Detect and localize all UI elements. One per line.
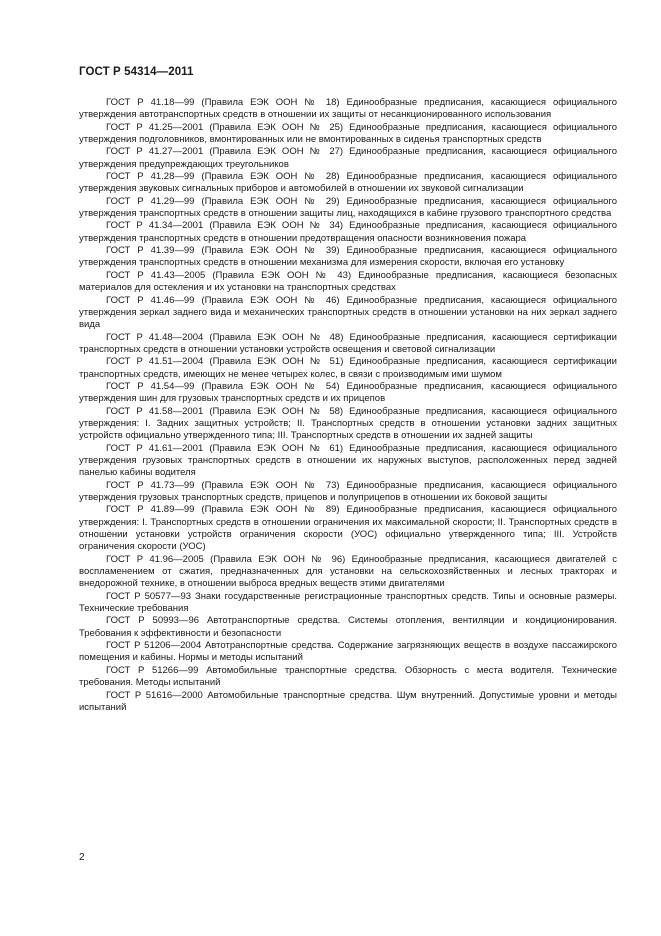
reference-item: ГОСТ Р 50577—93 Знаки государственные регистрационные транспортных средств. Типы и основные размеры. Технические требования <box>79 590 617 615</box>
page-number: 2 <box>79 852 85 863</box>
reference-item: ГОСТ Р 41.18—99 (Правила ЕЭК ООН № 18) Единообразные предписания, касающиеся официального утверждения автотранспортных средств в отношении их защиты от несанкционированного использования <box>79 97 617 121</box>
reference-item: ГОСТ Р 41.27—2001 (Правила ЕЭК ООН № 27) Единообразные предписания, касающиеся официального утверждения предупреждающих треугольников <box>79 146 617 170</box>
reference-item: ГОСТ Р 51266—99 Автомобильные транспортные средства. Обзорность с места водителя. Технические требования. Методы испытаний <box>79 664 617 689</box>
reference-item: ГОСТ Р 41.28—99 (Правила ЕЭК ООН № 28) Единообразные предписания, касающиеся официального утверждения звуковых сигнальных приборов и автомобилей в отношении их звуковой сигнализации <box>79 171 617 195</box>
reference-item: ГОСТ Р 50993—96 Автотранспортные средства. Системы отопления, вентиляции и кондиционирования. Требования к эффективности и безопасности <box>79 615 617 639</box>
reference-item: ГОСТ Р 41.48—2004 (Правила ЕЭК ООН № 48) Единообразные предписания, касающиеся сертификации транспортных средств в отношении установки устройств освещения и световой сигнализации <box>79 331 617 355</box>
reference-item: ГОСТ Р 41.96—2005 (Правила ЕЭК ООН № 96) Единообразные предписания, касающиеся двигателей с воспламенением от сжатия, предназначенных для установки на сельскохозяйственных и лесных тракторах и внедорожной технике, в отношении выброса вредных веществ этими двигателями <box>79 553 617 590</box>
reference-item: ГОСТ Р 41.58—2001 (Правила ЕЭК ООН № 58) Единообразные предписания, касающиеся официального утверждения: I. Задних защитных устройств; II. Транспортных средств в отношении установки задних защитных устройств официально утвержденного типа; III. Транспортных средств в отношении их задней защиты <box>79 405 617 442</box>
reference-item: ГОСТ Р 41.54—99 (Правила ЕЭК ООН № 54) Единообразные предписания, касающиеся официального утверждения шин для грузовых транспортных средств и их прицепов <box>79 380 617 405</box>
reference-item: ГОСТ Р 41.34—2001 (Правила ЕЭК ООН № 34) Единообразные предписания, касающиеся официального утверждения транспортных средств в отношении предотвращения опасности возникновения пожара <box>79 220 617 244</box>
reference-item: ГОСТ Р 41.29—99 (Правила ЕЭК ООН № 29) Единообразные предписания, касающиеся официального утверждения транспортных средств в отношении защиты лиц, находящихся в кабине грузового транспортного средства <box>79 195 617 220</box>
reference-item: ГОСТ Р 51616—2000 Автомобильные транспортные средства. Шум внутренний. Допустимые уровни и методы испытаний <box>79 689 617 713</box>
reference-item: ГОСТ Р 41.89—99 (Правила ЕЭК ООН № 89) Единообразные предписания, касающиеся официального утверждения: I. Транспортных средств в отношении ограничения их максимальной скорости; II. Транспортных средств в отношении установки устройств ограничения скорости (УОС) официально утвержденного типа; III. Устройств ограничения скорости (УОС) <box>79 504 617 553</box>
reference-item: ГОСТ Р 41.39—99 (Правила ЕЭК ООН № 39) Единообразные предписания, касающиеся официального утверждения транспортных средств в отношении механизма для измерения скорости, включая его установку <box>79 245 617 269</box>
reference-item: ГОСТ Р 41.46—99 (Правила ЕЭК ООН № 46) Единообразные предписания, касающиеся официального утверждения зеркал заднего вида и механических транспортных средств в отношении установки на них зеркал заднего вида <box>79 294 617 331</box>
reference-item: ГОСТ Р 41.25—2001 (Правила ЕЭК ООН № 25) Единообразные предписания, касающиеся официального утверждения подголовников, вмонтированных или не вмонтированных в сиденья транспортных средств <box>79 121 617 146</box>
document-header: ГОСТ Р 54314—2011 <box>79 66 194 78</box>
reference-item: ГОСТ Р 51206—2004 Автотранспортные средства. Содержание загрязняющих веществ в воздухе пассажирского помещения и кабины. Нормы и методы испытаний <box>79 640 617 664</box>
reference-item: ГОСТ Р 41.61—2001 (Правила ЕЭК ООН № 61) Единообразные предписания, касающиеся официального утверждения грузовых транспортных средств в отношении их наружных выступов, расположенных перед задней панелью кабины водителя <box>79 442 617 479</box>
reference-item: ГОСТ Р 41.73—99 (Правила ЕЭК ООН № 73) Единообразные предписания, касающиеся официального утверждения грузовых транспортных средств, прицепов и полуприцепов в отношении их боковой защиты <box>79 479 617 503</box>
reference-list <box>79 97 617 714</box>
reference-item: ГОСТ Р 41.43—2005 (Правила ЕЭК ООН № 43) Единообразные предписания, касающиеся безопасных материалов для остекления и их установки на транспортных средствах <box>79 269 617 294</box>
reference-item: ГОСТ Р 41.51—2004 (Правила ЕЭК ООН № 51) Единообразные предписания, касающиеся сертификации транспортных средств, имеющих не менее четырех колес, в связи с производимым ими шумом <box>79 356 617 380</box>
